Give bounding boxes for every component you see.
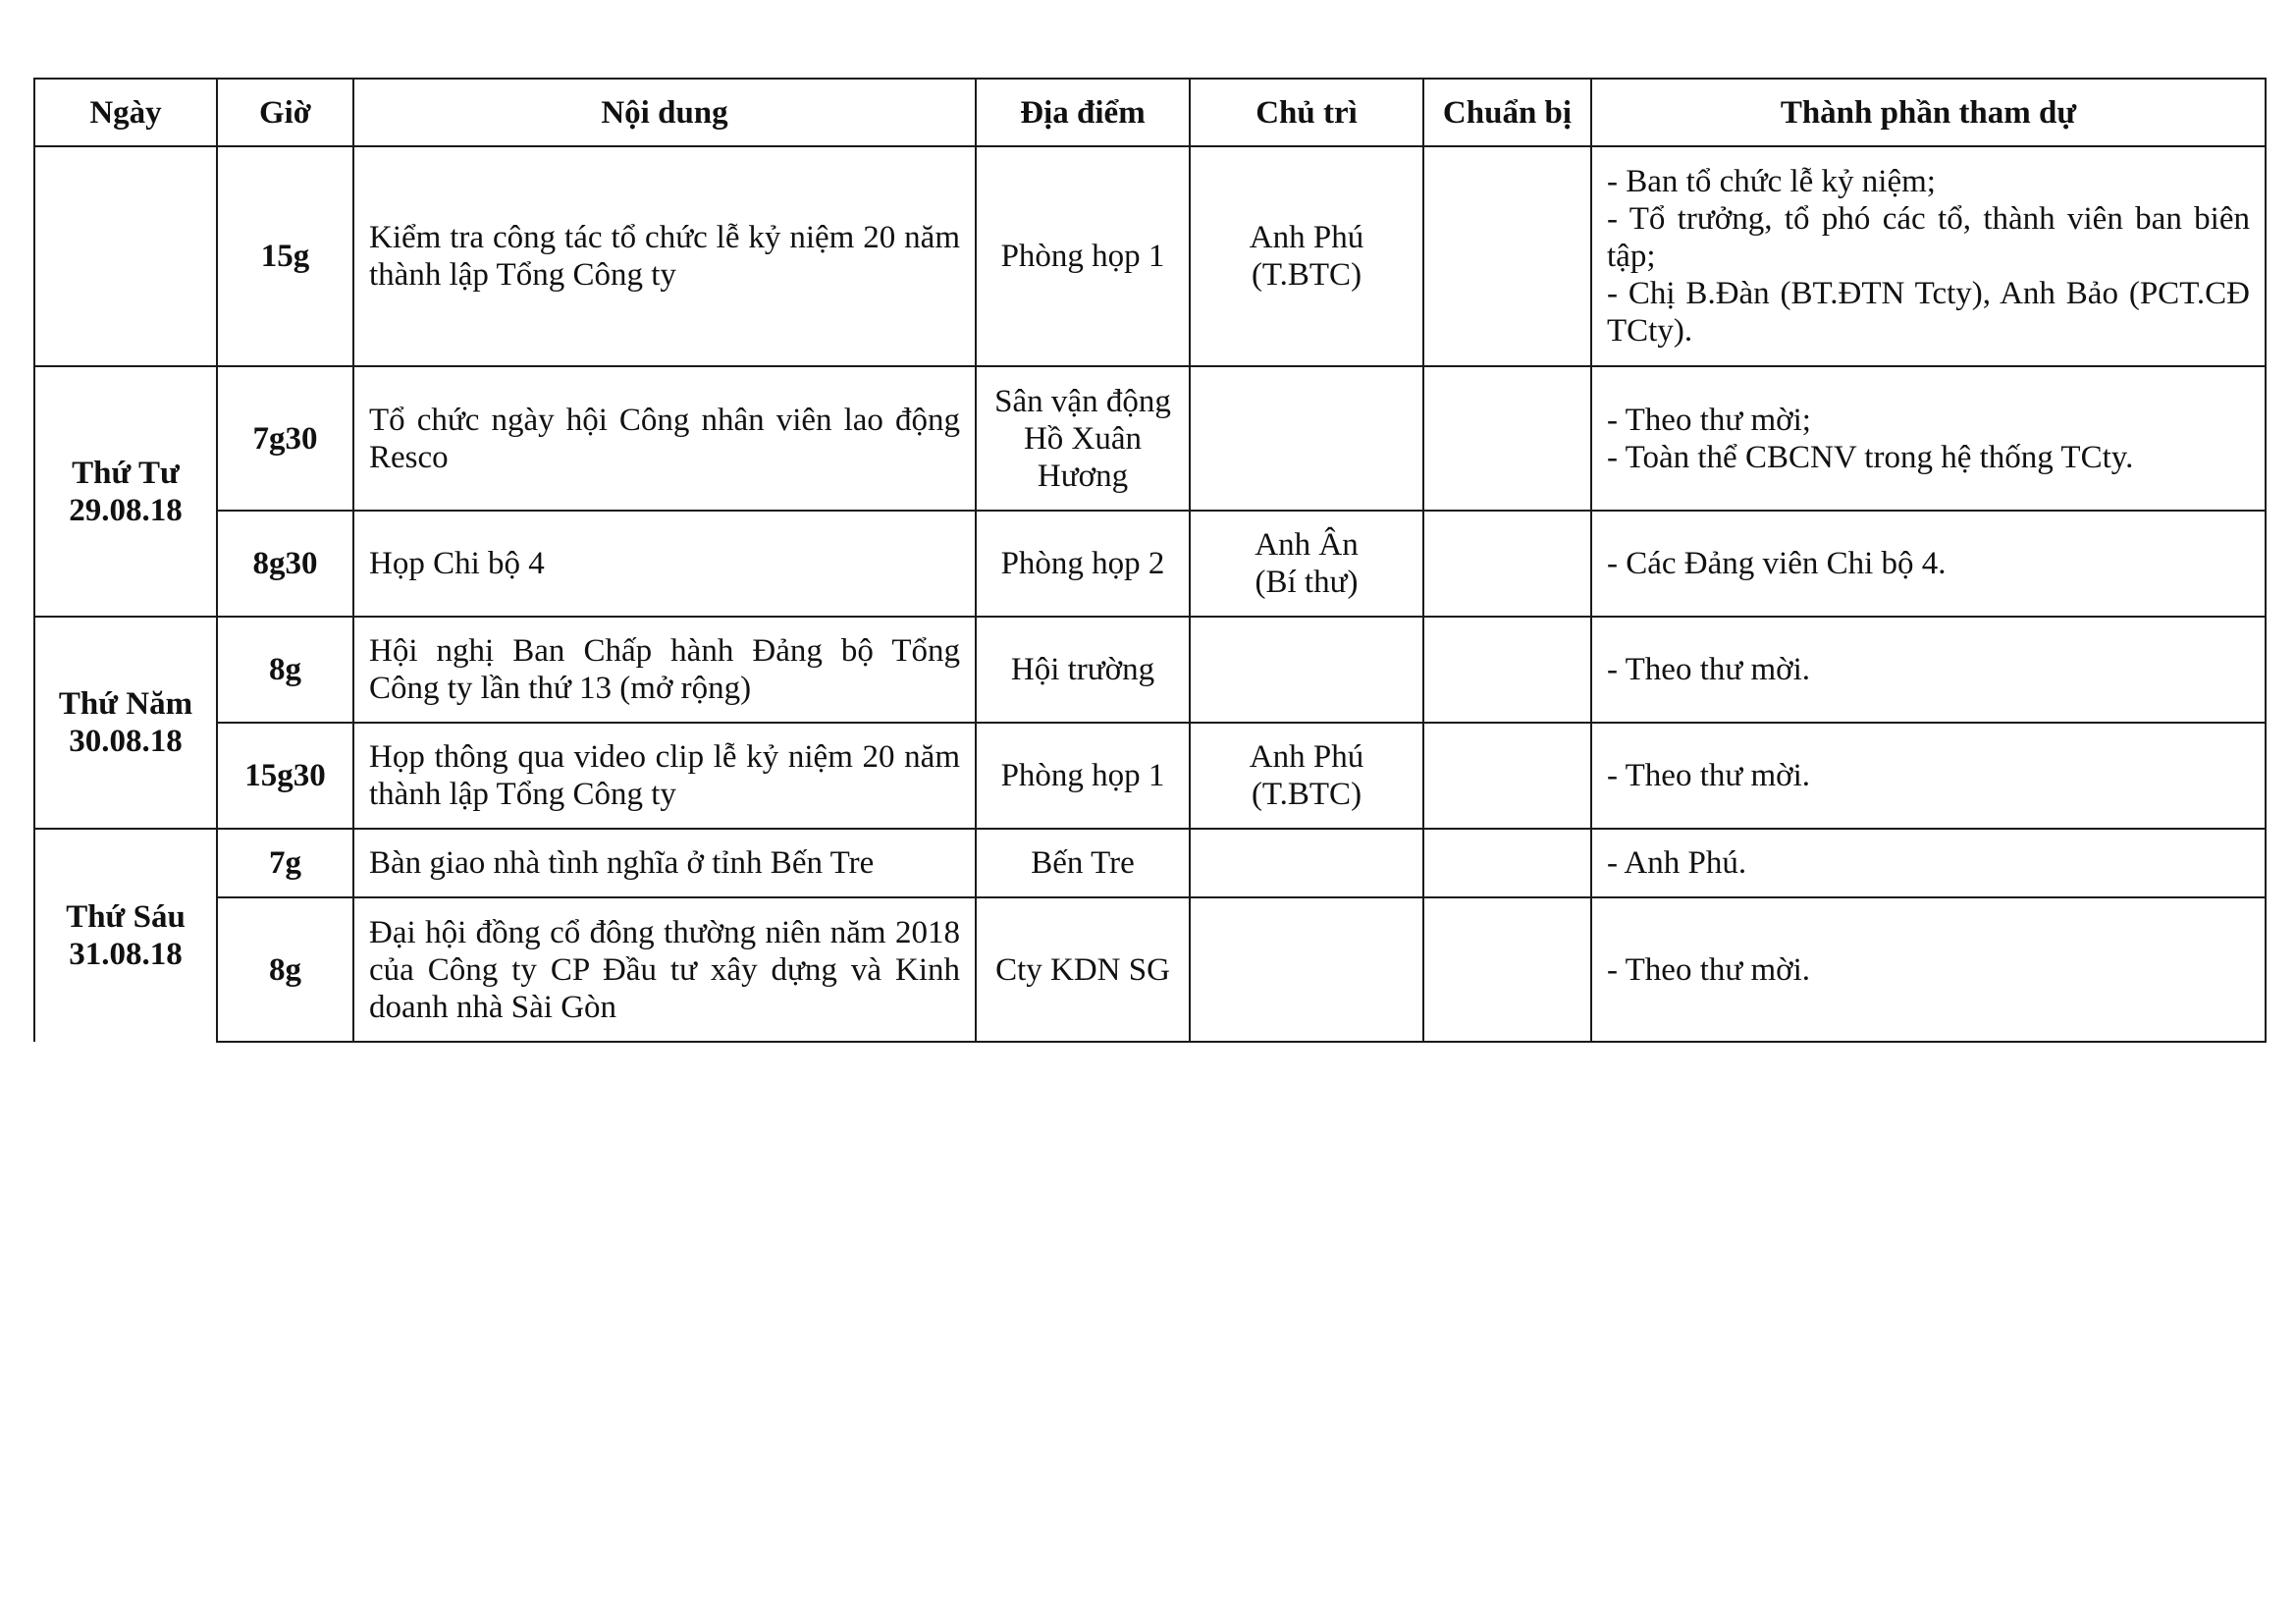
day-label: 29.08.18 — [69, 492, 183, 528]
day-label: 30.08.18 — [69, 724, 183, 759]
place-cell — [976, 723, 1190, 829]
attendees-cell — [1591, 146, 2266, 366]
attendees-cell — [1591, 511, 2266, 617]
content-cell: Tổ chức ngày hội Công nhân viên lao động Resco — [353, 366, 976, 511]
day-label: 31.08.18 — [69, 937, 183, 972]
attendees-cell — [1591, 617, 2266, 723]
day-cell — [34, 146, 217, 366]
attendees-cell — [1591, 366, 2266, 511]
chair-cell — [1190, 897, 1423, 1042]
chair-cell — [1190, 829, 1423, 897]
prep-cell — [1423, 723, 1591, 829]
place-line: Phòng họp 1 — [1000, 758, 1165, 793]
chair-cell — [1190, 723, 1423, 829]
place-line: Hồ Xuân — [1023, 420, 1143, 457]
content-cell: Hội nghị Ban Chấp hành Đảng bộ Tổng Công ty lần thứ 13 (mở rộng) — [353, 617, 976, 723]
day-cell — [34, 366, 217, 617]
prep-cell — [1423, 617, 1591, 723]
header-place: Địa điểm — [976, 79, 1190, 146]
place-cell — [976, 366, 1190, 511]
day-cell — [34, 617, 217, 829]
schedule-row — [34, 829, 2266, 897]
chair-cell — [1190, 146, 1423, 366]
attendee-line: - Anh Phú. — [1607, 845, 1747, 881]
place-line: Phòng họp 1 — [1000, 239, 1165, 274]
schedule-table — [33, 78, 2267, 1043]
place-line: Hội trường — [1010, 652, 1155, 687]
prep-cell — [1423, 366, 1591, 511]
chair-line: (T.BTC) — [1251, 257, 1362, 293]
schedule-header — [34, 79, 2266, 146]
header-row — [34, 79, 2266, 146]
day-cell — [34, 829, 217, 1042]
content-cell: Họp thông qua video clip lễ kỷ niệm 20 năm thành lập Tổng Công ty — [353, 723, 976, 829]
attendees-cell — [1591, 829, 2266, 897]
header-content: Nội dung — [353, 79, 976, 146]
time-cell: 15g30 — [217, 723, 353, 829]
day-label: Thứ Tư — [72, 455, 180, 491]
schedule-row — [34, 366, 2266, 511]
prep-cell — [1423, 897, 1591, 1042]
attendee-line: - Theo thư mời. — [1607, 758, 1811, 793]
header-chair: Chủ trì — [1190, 79, 1423, 146]
schedule-row — [34, 146, 2266, 366]
schedule-row — [34, 617, 2266, 723]
place-line: Phòng họp 2 — [1000, 546, 1165, 581]
chair-line: Anh Phú — [1249, 739, 1364, 775]
content-cell: Đại hội đồng cổ đông thường niên năm 2018 của Công ty CP Đầu tư xây dựng và Kinh doanh nhà Sài Gòn — [353, 897, 976, 1042]
place-cell — [976, 617, 1190, 723]
schedule-row — [34, 897, 2266, 1042]
prep-cell — [1423, 146, 1591, 366]
place-cell — [976, 897, 1190, 1042]
place-line: Cty KDN SG — [995, 951, 1170, 988]
attendee-line: - Theo thư mời. — [1607, 951, 1811, 988]
place-cell — [976, 511, 1190, 617]
attendee-line: - Ban tổ chức lễ kỷ niệm; — [1607, 164, 1936, 199]
attendees-cell — [1591, 897, 2266, 1042]
attendee-line: - Các Đảng viên Chi bộ 4. — [1607, 546, 1947, 581]
chair-line: Anh Phú — [1249, 220, 1364, 255]
prep-cell — [1423, 511, 1591, 617]
content-cell: Họp Chi bộ 4 — [353, 511, 976, 617]
day-label: Thứ Năm — [58, 686, 193, 722]
time-cell: 8g — [217, 617, 353, 723]
schedule-row — [34, 723, 2266, 829]
content-cell: Bàn giao nhà tình nghĩa ở tỉnh Bến Tre — [353, 829, 976, 897]
time-cell: 15g — [217, 146, 353, 366]
chair-cell — [1190, 617, 1423, 723]
place-cell — [976, 829, 1190, 897]
time-cell: 7g30 — [217, 366, 353, 511]
attendee-line: - Toàn thể CBCNV trong hệ thống TCty. — [1607, 439, 2134, 475]
chair-cell — [1190, 511, 1423, 617]
schedule-body — [34, 146, 2266, 1042]
attendee-line: - Theo thư mời. — [1607, 652, 1811, 687]
place-cell — [976, 146, 1190, 366]
attendee-line: - Chị B.Đàn (BT.ĐTN Tcty), Anh Bảo (PCT.CĐ TCty). — [1607, 276, 2250, 349]
time-cell: 8g — [217, 897, 353, 1042]
chair-line: Anh Ân — [1255, 527, 1359, 563]
attendees-cell — [1591, 723, 2266, 829]
day-label: Thứ Sáu — [66, 899, 186, 935]
place-line: Hương — [1037, 458, 1129, 494]
chair-cell — [1190, 366, 1423, 511]
header-prep: Chuẩn bị — [1423, 79, 1591, 146]
header-time: Giờ — [217, 79, 353, 146]
attendee-line: - Tổ trưởng, tổ phó các tổ, thành viên ban biên tập; — [1607, 201, 2250, 274]
chair-line: (Bí thư) — [1255, 565, 1359, 600]
attendee-line: - Theo thư mời; — [1607, 402, 1811, 438]
place-line: Bến Tre — [1031, 845, 1135, 881]
header-attendees: Thành phần tham dự — [1591, 79, 2266, 146]
time-cell: 8g30 — [217, 511, 353, 617]
chair-line: (T.BTC) — [1251, 777, 1362, 812]
place-line: Sân vận động — [994, 383, 1171, 419]
schedule-row — [34, 511, 2266, 617]
time-cell: 7g — [217, 829, 353, 897]
header-day: Ngày — [34, 79, 217, 146]
prep-cell — [1423, 829, 1591, 897]
content-cell: Kiểm tra công tác tổ chức lễ kỷ niệm 20 năm thành lập Tổng Công ty — [353, 146, 976, 366]
